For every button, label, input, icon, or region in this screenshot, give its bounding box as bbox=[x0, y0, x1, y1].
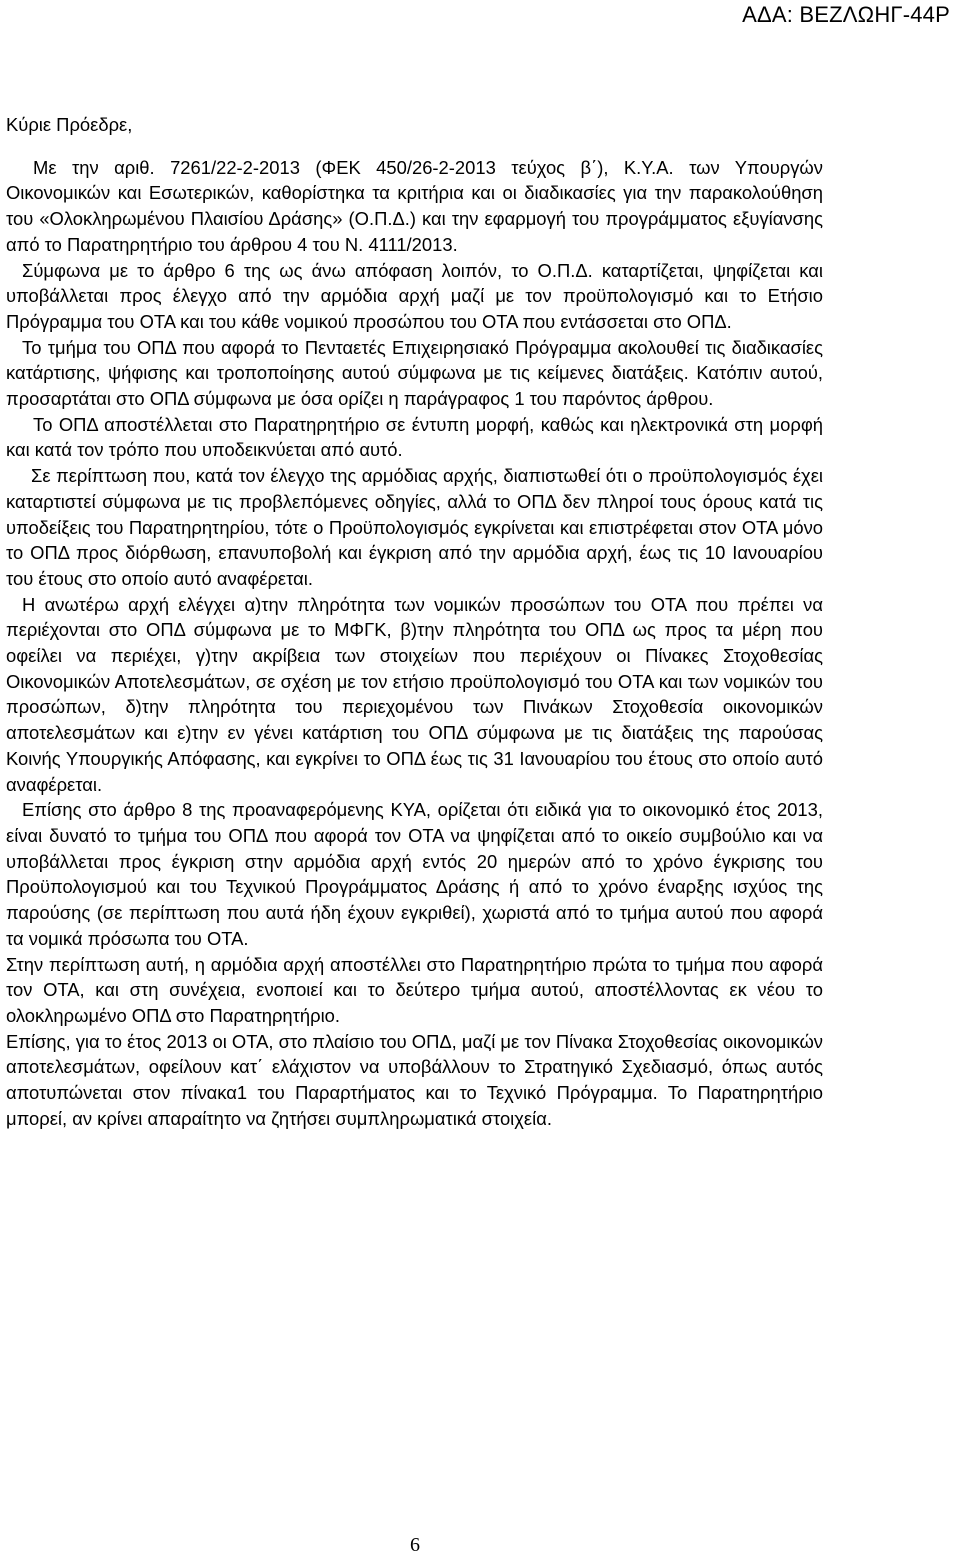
paragraph-8: Στην περίπτωση αυτή, η αρμόδια αρχή αποστέλλει στο Παρατηρητήριο πρώτα το τμήμα που αφορά τον ΟΤΑ, και στη συνέχεια, ενοποιεί και το δεύτερο τμήμα αυτού, αποστέλλοντας εκ νέου το ολοκληρωμένο ΟΠΔ στο Παρατηρητήριο. bbox=[6, 953, 823, 1026]
paragraph-3: Το τμήμα του ΟΠΔ που αφορά το Πενταετές Επιχειρησιακό Πρόγραμμα ακολουθεί τις διαδικασίες κατάρτισης, ψήφισης και τροποποίησης αυτού σύμφωνα με τις κείμενες διατάξεις. Κατόπιν αυτού, προσαρτάται στο ΟΠΔ σύμφωνα με όσα ορίζει η παράγραφος 1 του παρόντος άρθρου. bbox=[6, 336, 823, 410]
paragraph-7: Επίσης στο άρθρο 8 της προαναφερόμενης ΚΥΑ, ορίζεται ότι ειδικά για το οικονομικό έτος 2013, είναι δυνατό το τμήμα του ΟΠΔ που αφορά τον ΟΤΑ να ψηφίζεται από το οικείο συμβούλιο και να υποβάλλεται προς έγκριση στην αρμόδια αρχή εντός 20 ημερών από το χρόνο έγκρισης του Προϋπολογισμού και του Τεχνικού Προγράμματος Δράσης ή από το χρόνο έναρξης ισχύος της παρούσης (σε περίπτωση που αυτά ήδη έχουν εγκριθεί), χωριστά από το τμήμα αυτού που αφορά τα νομικά πρόσωπα του ΟΤΑ. bbox=[6, 799, 823, 949]
paragraph-9: Επίσης, για το έτος 2013 οι ΟΤΑ, στο πλαίσιο του ΟΠΔ, μαζί με τον Πίνακα Στοχοθεσίας οικονομικών αποτελεσμάτων, οφείλουν κατ΄ ελάχιστον να υποβάλλουν το Στρατηγικό Σχεδιασμό, όπως αυτός αποτυπώνεται στον πίνακα1 του Παραρτήματος και το Τεχνικό Πρόγραμμα. Το Παρατηρητήριο μπορεί, αν κρίνει απαραίτητο να ζητήσει συμπληρωματικά στοιχεία. bbox=[6, 1030, 823, 1129]
document-body bbox=[6, 112, 823, 1131]
ada-code: ΑΔΑ: ΒΕΖΛΩΗΓ-44Ρ bbox=[742, 2, 950, 27]
paragraph-2: Σύμφωνα με το άρθρο 6 της ως άνω απόφαση λοιπόν, το Ο.Π.Δ. καταρτίζεται, ψηφίζεται και υποβάλλεται προς έλεγχο από την αρμόδια αρχή μαζί με τον προϋπολογισμό και το Ετήσιο Πρόγραμμα του ΟΤΑ και του κάθε νομικού προσώπου του ΟΤΑ που εντάσσεται στο ΟΠΔ. bbox=[6, 259, 823, 332]
paragraph-4: Το ΟΠΔ αποστέλλεται στο Παρατηρητήριο σε έντυπη μορφή, καθώς και ηλεκτρονικά στη μορφή και κατά τον τρόπο που υποδεικνύεται από αυτό. bbox=[6, 413, 823, 461]
paragraph-6: Η ανωτέρω αρχή ελέγχει α)την πληρότητα των νομικών προσώπων του ΟΤΑ που πρέπει να περιέχονται στο ΟΠΔ σύμφωνα με το ΜΦΓΚ, β)την πληρότητα του ΟΠΔ ως προς τα μέρη που οφείλει να περιέχει, γ)την ακρίβεια των στοιχείων που περιέχουν οι Πίνακες Στοχοθεσίας Οικονομικών Αποτελεσμάτων, σε σχέση με τον ετήσιο προϋπολογισμό του ΟΤΑ και των νομικών του προσώπων, δ)την πληρότητα του περιεχομένου των Πινάκων Στοχοθεσία οικονομικών αποτελεσμάτων και ε)την εν γένει κατάρτιση του ΟΠΔ σύμφωνα με τις διατάξεις της παρούσας Κοινής Υπουργικής Απόφασης, και εγκρίνει το ΟΠΔ έως τις 31 Ιανουαρίου του έτους στο οποίο αυτό αναφέρεται. bbox=[6, 593, 823, 795]
page-number: 6 bbox=[410, 1534, 420, 1556]
paragraph-5: Σε περίπτωση που, κατά τον έλεγχο της αρμόδιας αρχής, διαπιστωθεί ότι ο προϋπολογισμός έχει καταρτιστεί σύμφωνα με τις προβλεπόμενες οδηγίες, αλλά το ΟΠΔ δεν πληροί τους όρους κατά τις υποδείξεις του Παρατηρητηρίου, τότε ο Προϋπολογισμός εγκρίνεται και επιστρέφεται στον ΟΤΑ μόνο το ΟΠΔ προς διόρθωση, επανυποβολή και έγκριση από την αρμόδια αρχή, έως τις 10 Ιανουαρίου του έτους στο οποίο αυτό αναφέρεται. bbox=[6, 465, 823, 589]
paragraph-1: Με την αριθ. 7261/22-2-2013 (ΦΕΚ 450/26-2-2013 τεύχος β΄), Κ.Υ.Α. των Υπουργών Οικονομικών και Εσωτερικών, καθορίστηκα τα κριτήρια και οι διαδικασίες για την παρακολούθηση του «Ολοκληρωμένου Πλαισίου Δράσης» (Ο.Π.Δ.) και την εφαρμογή του προγράμματος εξυγίανσης από το Παρατηρητήριο του άρθρου 4 του Ν. 4111/2013. bbox=[6, 156, 823, 255]
salutation: Κύριε Πρόεδρε, bbox=[6, 114, 133, 135]
